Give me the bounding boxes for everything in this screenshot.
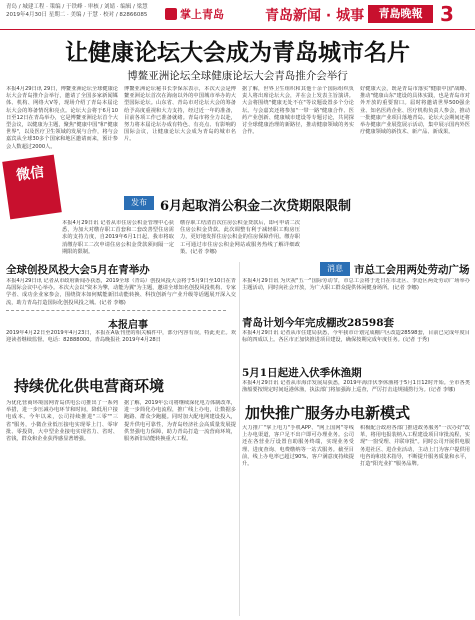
bottom-col-2: 据了解，2019年公司将继续深化电力体制改革，进一步简化办电流程，推广线上办电，让数据多跑路、群众少跑腿。同时加大配电网建设投入，提升供电可靠性，为青岛经济社会高质量发展提供坚强电力保障，助力青岛打造一流营商环境，服务新旧动能转换重大工程。 (124, 400, 236, 443)
chuangye-title: 全球创投风投大会5月在青举办 (6, 264, 150, 276)
lead-body-col-1: 本报4月29日讯 29日，博鳌亚洲论坛全球健康论坛大会青岛推介会举行，邀请了全国多家新闻媒体、机构、网络大V等，现场介绍了青岛本届论坛大会的筹备情况和亮点。论坛大会将于6月10日至12日在青岛举办，它是博鳌亚洲论坛首个大型会议，以健康为主题，聚焦"健康中国"和"健康世界"，以及医疗卫生领域的发展与合作，将与会嘉宾从全球30多个国家和地区邀请而来，预计参会人数超过2000人。 (6, 86, 118, 150)
bottom-col-1: 为优化营商环境国网青岛供电公司推出了一系列举措，进一步压减办电环节和时间，降低用户接电成本。今年以来，公司持续推进"三零""三省"服务，小微企业低压接电实现零上门、零审批、零投资，大中型企业接电实现省力、省时、省钱，群众和企业获得感显著增强。 (6, 400, 118, 443)
bottom-title-left: 持续优化供电营商环境 (14, 377, 165, 395)
meta-line-2: 2019年4月30日 星期二 · 美编 / 于慧 · 校对 / 82866085 (6, 12, 148, 18)
app-icon (165, 8, 177, 20)
page-number: 3 (440, 2, 454, 26)
lead-headline: 让健康论坛大会成为青岛城市名片 (65, 39, 410, 66)
app-name: 掌上青岛 (180, 8, 224, 21)
notice-title: 本报启事 (108, 320, 148, 331)
masthead (0, 0, 475, 30)
lead-body-col-2: 博鳌亚洲论坛秘书长李保东表示，本次大会是博鳌亚洲论坛首次在海南以外的中国城市举办的大型国际论坛。山东省、青岛市对论坛大会的筹备给予高度重视和大力支持，经过近一年的准备，目前各项工作已准备就绪。青岛市将全力以赴，努力将本届论坛办成有特色、有亮点、有影响的国际会议，让健康论坛大会成为青岛的城市名片。 (124, 86, 236, 143)
xiaoxi-tag: 消息 (320, 262, 350, 276)
shichang-title: 市总工会用两处劳动广场 (354, 264, 470, 276)
jiankang-body: 本报4月29日讯 记者从市住建局获悉，今年我市计划完成棚户区改造28598套，目前已完成年度目标的四成以上。各区市正加快推进项目建设，确保按期完成年度任务。(记者 于秀) (242, 330, 470, 344)
jiankang-title: 青岛计划今年完成棚改28598套 (242, 317, 395, 329)
column-divider (239, 262, 240, 616)
fabu-body-left: 本报4月29日讯 记者从市住房公积金管理中心获悉，为加大对缴存职工首套和二套改善型住房需求的支持力度，自2019年6月1日起，我市将取消缴存职工二次申请住房公积金贷款须间隔一定期限的限制。 (62, 220, 174, 255)
fabu-body-right: 缴存职工结清首次住房公积金贷款后，即可申请二次住房公积金贷款。此次调整有利于减轻职工购房压力，更好地发挥住房公积金的住房保障作用。缴存职工可通过市住房公积金网站或服务热线了解详细政策。(记者 李娜) (180, 220, 300, 255)
bottom-title-right: 加快推广服务办电新模式 (245, 404, 411, 422)
app-badge[interactable] (165, 6, 224, 22)
shichang-body: 本报4月29日讯 为庆祝"五一"国际劳动节，市总工会将于近日在市北区、李沧区两处劳动广场举办主题活动，同时向社会开放，为广大职工群众提供休闲健身场所。(记者 李娜) (242, 278, 470, 292)
newspaper-logo: 青島晚報 (368, 5, 433, 23)
section-label: 青岛新闻 · 城事 (265, 8, 365, 24)
fabu-tag: 发布 (124, 196, 154, 210)
lead-body-col-4: 好健康大会，既是青岛市落实"健康中国"战略、推动"健康山东"建设的具体实践，也是青岛市对外开放的重要窗口。届时将邀请世界500强企业、知名医药企业、医疗机构负责人参会，推动一批健康产业项目落地青岛。论坛大会期间还将举办健康产业展览展示活动，集中展示国内外医疗健康领域的新技术、新产品、新成果。 (360, 86, 470, 136)
bottom-col-3: 大力推广"掌上电力"手机APP、"网上国网"等线上办电渠道，客户足不出户即可办理业务。公司还在各营业厅设置自助服务终端，实现业务受理、进度查询、电费缴纳等一站式服务。截至目前，线上办电率已超过90%，客户满意度持续提升。 (242, 425, 354, 468)
notice-body: 2019年4月22日至2019年4月23日，本报在A版刊登的相关稿件中，部分内容有误，特此更正。欢迎读者继续监督。电话：82888000。青岛晚报社 2019年4月28日 (6, 330, 236, 344)
fabu-title: 6月起取消公积金二次贷期限限制 (160, 199, 352, 214)
meta-line-1: 青岛 / 城建工程 · 策编 / 于铁峰 · 审核 / 刘婧 · 编辑 / 梁慧 (6, 4, 148, 10)
wuyi-title: 5月1日起进入伏季休渔期 (242, 367, 362, 379)
bottom-col-4: 积极配合政府各部门推进政务服务"一次办好"改革，将用电报装纳入工程建设项目审批流程，实现"一窗受理、并联审批"。同时公司开展供电服务进社区、进企业活动，主动上门为客户提供用电咨询和技术指导，不断提升服务质量和水平，打造"阳光业扩"服务品牌。 (360, 425, 470, 468)
chuangye-body: 本报4月29日讯 记者从市政府新闻办获悉，2019全球（青岛）创投风投大会将于5月9日至10日在青岛国际会议中心举办。本次大会以"资本为擎，动能为翼"为主题，邀请全球知名创投风投机构、专家学者、成功企业家参会，围绕资本如何赋能新旧动能转换、科技创新与产业升级等话题展开深入交流，助力青岛打造国际化创投风投之城。(记者 李娜) (6, 278, 236, 306)
weixin-badge: 微信 (2, 155, 62, 220)
wuyi-body: 本报4月29日讯 记者从市海洋发展局获悉，2019年海洋伏季休渔将于5月1日12时开始。全市各类渔船要按规定时间返港休渔，执法部门将加强海上巡查，严厉打击违规捕捞行为。(记者 李娜) (242, 380, 470, 394)
masthead-meta (6, 3, 148, 19)
lead-body-col-3: 据了解，世界卫生组织和其他十余个国际组织负责人将出席论坛大会，并在会上发表主旨演讲。大会将围绕"健康无处不在"等议题设置多个分论坛。与会嘉宾还将参加"一带一路"健康合作、医药产业创新、健康城市建设等专题讨论，共同探讨全球健康治理的新路径，推动健康领域的务实合作。 (242, 86, 354, 136)
lead-subhead: 博鳌亚洲论坛全球健康论坛大会青岛推介会举行 (127, 70, 348, 82)
